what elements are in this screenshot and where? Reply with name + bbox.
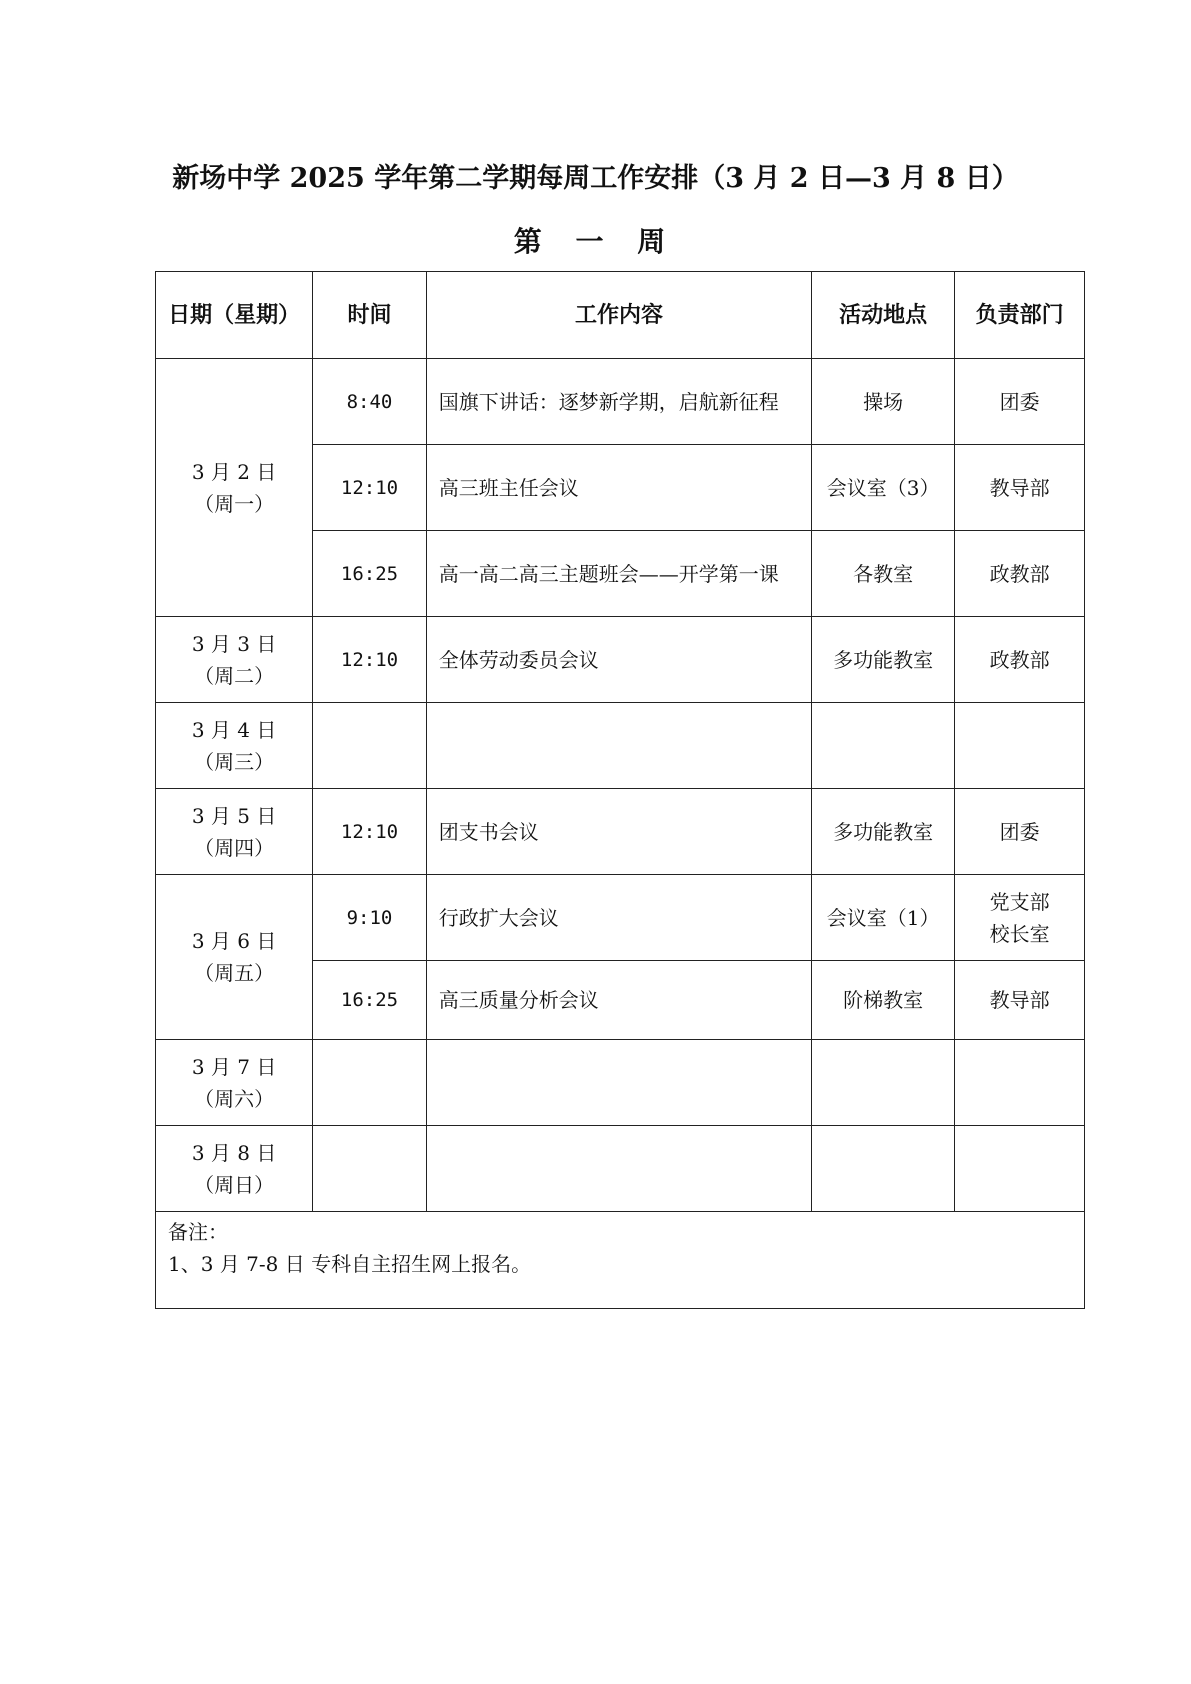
- table-row: [156, 703, 1085, 789]
- place-cell: 会议室（3）: [812, 445, 955, 531]
- date-cell: [156, 1040, 313, 1126]
- date-cell: [156, 875, 313, 1040]
- content-cell: 国旗下讲话：逐梦新学期，启航新征程: [426, 359, 811, 445]
- content-cell: 高一高二高三主题班会——开学第一课: [426, 531, 811, 617]
- time-cell: 16:25: [313, 531, 427, 617]
- schedule-table: [155, 271, 1085, 1309]
- date-cell: [156, 1126, 313, 1212]
- place-cell: [812, 703, 955, 789]
- dept-cell: [955, 875, 1085, 961]
- date-text: 3 月 4 日: [191, 717, 277, 742]
- time-cell: 12:10: [313, 789, 427, 875]
- page-title: 新场中学 2025 学年第二学期每周工作安排（3 月 2 日—3 月 8 日）: [172, 163, 1019, 194]
- time-cell: 12:10: [313, 445, 427, 531]
- content-cell: [426, 1040, 811, 1126]
- dept-cell: 团委: [955, 359, 1085, 445]
- table-row: [156, 1040, 1085, 1126]
- content-cell: [426, 703, 811, 789]
- date-text: 3 月 3 日: [191, 631, 277, 656]
- place-cell: 会议室（1）: [812, 875, 955, 961]
- dept-cell: 团委: [955, 789, 1085, 875]
- header-dept: 负责部门: [955, 272, 1085, 359]
- content-cell: 高三班主任会议: [426, 445, 811, 531]
- remarks-label: 备注：: [168, 1220, 228, 1244]
- remarks-cell: [156, 1212, 1085, 1309]
- weekday-text: （周三）: [194, 749, 275, 774]
- table-row: [156, 617, 1085, 703]
- time-cell: 16:25: [313, 961, 427, 1040]
- weekday-text: （周一）: [194, 491, 275, 516]
- table-row: [156, 1126, 1085, 1212]
- table-row: [156, 359, 1085, 445]
- dept-cell: 政教部: [955, 617, 1085, 703]
- header-place: 活动地点: [812, 272, 955, 359]
- place-cell: 各教室: [812, 531, 955, 617]
- place-cell: 多功能教室: [812, 617, 955, 703]
- date-text: 3 月 2 日: [191, 459, 277, 484]
- content-cell: 全体劳动委员会议: [426, 617, 811, 703]
- content-cell: 高三质量分析会议: [426, 961, 811, 1040]
- remarks-item: 1、3 月 7-8 日 专科自主招生网上报名。: [168, 1252, 532, 1276]
- date-cell: [156, 617, 313, 703]
- week-label: 第 一 周: [513, 225, 678, 258]
- table-row: [156, 789, 1085, 875]
- time-cell: [313, 703, 427, 789]
- place-cell: [812, 1040, 955, 1126]
- table-row: [156, 875, 1085, 961]
- date-text: 3 月 5 日: [191, 803, 277, 828]
- weekday-text: （周四）: [194, 835, 275, 860]
- dept-text: 校长室: [989, 921, 1050, 946]
- place-cell: 多功能教室: [812, 789, 955, 875]
- place-cell: [812, 1126, 955, 1212]
- dept-cell: 教导部: [955, 961, 1085, 1040]
- weekday-text: （周五）: [194, 961, 275, 985]
- content-cell: [426, 1126, 811, 1212]
- dept-cell: [955, 1126, 1085, 1212]
- header-content: 工作内容: [426, 272, 811, 359]
- date-cell: [156, 789, 313, 875]
- dept-text: 党支部: [989, 889, 1050, 914]
- date-cell: [156, 359, 313, 617]
- content-cell: 团支书会议: [426, 789, 811, 875]
- dept-cell: [955, 1040, 1085, 1126]
- time-cell: [313, 1126, 427, 1212]
- time-cell: 8:40: [313, 359, 427, 445]
- dept-cell: 政教部: [955, 531, 1085, 617]
- date-text: 3 月 8 日: [191, 1140, 277, 1165]
- dept-cell: 教导部: [955, 445, 1085, 531]
- place-cell: 阶梯教室: [812, 961, 955, 1040]
- dept-cell: [955, 703, 1085, 789]
- weekday-text: （周日）: [194, 1172, 275, 1197]
- time-cell: 9:10: [313, 875, 427, 961]
- header-date: 日期（星期）: [156, 272, 313, 359]
- date-text: 3 月 7 日: [191, 1054, 277, 1079]
- date-cell: [156, 703, 313, 789]
- weekday-text: （周二）: [194, 663, 275, 688]
- header-time: 时间: [313, 272, 427, 359]
- content-cell: 行政扩大会议: [426, 875, 811, 961]
- remarks-row: [156, 1212, 1085, 1309]
- time-cell: 12:10: [313, 617, 427, 703]
- place-cell: 操场: [812, 359, 955, 445]
- table-header-row: [156, 272, 1085, 359]
- date-text: 3 月 6 日: [191, 929, 277, 953]
- time-cell: [313, 1040, 427, 1126]
- weekday-text: （周六）: [194, 1086, 275, 1111]
